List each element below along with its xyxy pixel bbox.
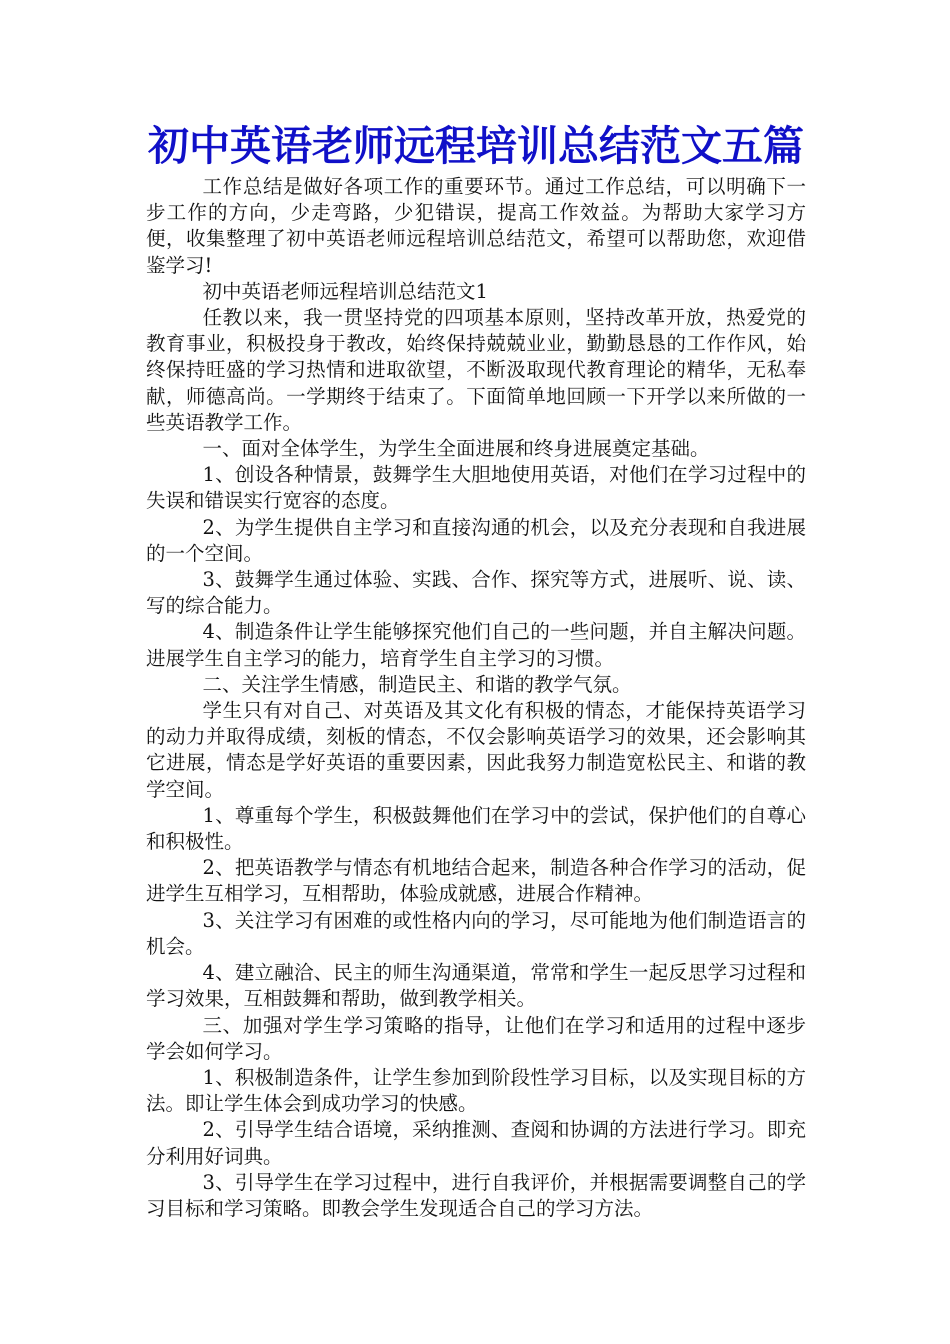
list-item: 4、建立融洽、民主的师生沟通渠道，常常和学生一起反思学习过程和学习效果，互相鼓舞和帮助，做到教学相关。	[146, 961, 806, 1011]
list-item: 1、积极制造条件，让学生参加到阶段性学习目标，以及实现目标的方法。即让学生体会到成功学习的快感。	[146, 1065, 806, 1116]
list-item: 2、把英语教学与情态有机地结合起来，制造各种合作学习的活动，促进学生互相学习，互相帮助，体验成就感，进展合作精神。	[146, 856, 806, 906]
list-item: 2、引导学生结合语境，采纳推测、查阅和协调的方法进行学习。即充分利用好词典。	[146, 1118, 806, 1168]
list-item: 1、创设各种情景，鼓舞学生大胆地使用英语，对他们在学习过程中的失误和错误实行宽容的态度。	[146, 463, 806, 513]
list-item: 4、制造条件让学生能够探究他们自己的一些问题，并自主解决问题。进展学生自主学习的能力，培育学生自主学习的习惯。	[146, 620, 806, 670]
section-heading: 初中英语老师远程培训总结范文1	[202, 279, 488, 303]
subheading-2: 二、关注学生情感，制造民主、和谐的教学气氛。	[202, 672, 632, 696]
subheading-3: 三、加强对学生学习策略的指导，让他们在学习和适用的过程中逐步学会如何学习。	[146, 1013, 806, 1063]
body-paragraph: 任教以来，我一贯坚持党的四项基本原则，坚持改革开放，热爱党的教育事业，积极投身于教改，始终保持兢兢业业，勤勤恳恳的工作作风，始终保持旺盛的学习热情和进取欲望，不断汲取现代教育理论的精华，无私奉献，师德高尚。一学期终于结束了。下面简单地回顾一下开学以来所做的一些英语教学工作。	[146, 306, 806, 434]
body-paragraph: 学生只有对自己、对英语及其文化有积极的情态，才能保持英语学习的动力并取得成绩，刻板的情态，不仅会影响英语学习的效果，还会影响其它进展，情态是学好英语的重要因素，因此我努力制造宽松民主、和谐的教学空间。	[146, 699, 806, 801]
list-item: 3、引导学生在学习过程中，进行自我评价，并根据需要调整自己的学习目标和学习策略。即教会学生发现适合自己的学习方法。	[146, 1170, 806, 1220]
document-title: 初中英语老师远程培训总结范文五篇	[148, 122, 804, 170]
list-item: 3、关注学习有困难的或性格内向的学习，尽可能地为他们制造语言的机会。	[146, 908, 806, 958]
intro-paragraph: 工作总结是做好各项工作的重要环节。通过工作总结，可以明确下一步工作的方向，少走弯路，少犯错误，提高工作效益。为帮助大家学习方便，收集整理了初中英语老师远程培训总结范文，希望可以帮助您，欢迎借鉴学习!	[146, 175, 806, 277]
list-item: 2、为学生提供自主学习和直接沟通的机会，以及充分表现和自我进展的一个空间。	[146, 515, 806, 565]
document-body	[146, 174, 806, 1222]
document-page	[146, 120, 806, 1222]
list-item: 1、尊重每个学生，积极鼓舞他们在学习中的尝试，保护他们的自尊心和积极性。	[146, 803, 806, 854]
list-item: 3、鼓舞学生通过体验、实践、合作、探究等方式，进展听、说、读、写的综合能力。	[146, 568, 806, 618]
subheading-1: 一、面对全体学生，为学生全面进展和终身进展奠定基础。	[202, 437, 710, 461]
